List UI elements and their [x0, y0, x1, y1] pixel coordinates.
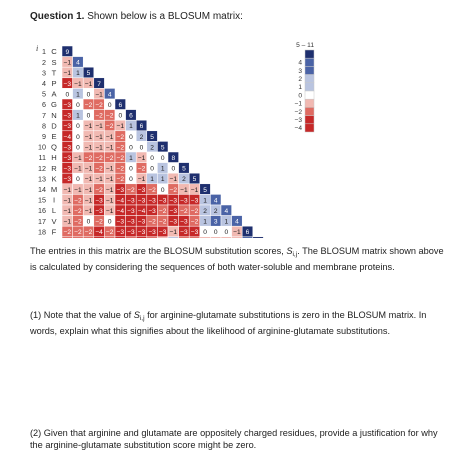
- cell-score-label: −1: [63, 208, 72, 215]
- cell-score-label: −1: [84, 165, 93, 173]
- score-symbol: S: [133, 310, 140, 320]
- cell-score-label: −3: [95, 208, 103, 215]
- cell-score-label: −1: [180, 186, 188, 194]
- legend-level-label: 2: [298, 76, 302, 83]
- cell-score-label: −2: [74, 197, 82, 205]
- legend-swatch: [305, 83, 314, 91]
- row-index-label: 2: [42, 57, 46, 67]
- cell-score-label: −1: [137, 176, 146, 184]
- cell-score-label: −3: [63, 165, 72, 173]
- cell-score-label: −1: [95, 133, 103, 141]
- matrix-cell: [168, 237, 179, 238]
- matrix-cell: [242, 237, 253, 238]
- blosum-matrix: [32, 38, 332, 238]
- row-residue-label: M: [50, 185, 58, 194]
- cell-score-label: −2: [127, 186, 135, 194]
- cell-score-label: 0: [107, 102, 112, 109]
- intro-text-after: . The BLOSUM matrix shown above is calculated by considering the sequences of both water-soluble and membrane proteins.: [30, 246, 444, 272]
- cell-score-label: −2: [95, 102, 103, 109]
- cell-score-label: −1: [137, 155, 146, 162]
- score-subscript: i,j: [292, 251, 298, 258]
- part2-text: (2) Given that arginine and glutamate are oppositely charged residues, provide a justification for why the arginine-glutamate substitution score might be zero.: [30, 428, 438, 450]
- cell-score-label: −1: [84, 144, 93, 152]
- cell-score-label: −1: [84, 208, 93, 215]
- matrix-cell: [200, 237, 211, 238]
- cell-score-label: 0: [118, 112, 123, 120]
- cell-score-label: 2: [139, 133, 144, 141]
- cell-score-label: −3: [127, 197, 135, 205]
- score-symbol: S: [286, 246, 293, 256]
- row-index-label: 18: [38, 227, 46, 237]
- row-index-label: 6: [42, 100, 46, 110]
- cell-score-label: −1: [84, 176, 93, 184]
- cell-score-label: 0: [129, 133, 133, 141]
- cell-score-label: −3: [137, 218, 146, 226]
- score-subscript: i,j: [139, 315, 145, 322]
- row-residue-label: R: [51, 163, 57, 173]
- cell-score-label: −4: [63, 133, 72, 141]
- cell-score-label: 5: [160, 144, 165, 152]
- cell-score-label: −3: [137, 197, 146, 205]
- question-prompt: Shown below is a BLOSUM matrix:: [87, 11, 243, 22]
- cell-score-label: −1: [105, 197, 114, 205]
- cell-score-label: −1: [169, 176, 178, 184]
- cell-score-label: −2: [84, 229, 93, 237]
- cell-score-label: −3: [148, 208, 156, 215]
- row-residue-label: L: [51, 206, 57, 216]
- cell-score-label: −2: [63, 229, 72, 237]
- cell-score-label: −4: [137, 208, 146, 215]
- legend-level-label: 1: [298, 84, 302, 92]
- row-index-label: 16: [38, 206, 46, 216]
- legend-swatch: [305, 116, 314, 124]
- cell-score-label: 6: [129, 112, 133, 120]
- legend-top-label: 5 – 11: [296, 42, 314, 49]
- cell-score-label: −1: [84, 123, 93, 131]
- cell-score-label: −1: [95, 123, 103, 131]
- cell-score-label: −2: [105, 123, 114, 131]
- cell-score-label: −3: [63, 112, 72, 120]
- row-residue-label: E: [51, 132, 57, 141]
- cell-score-label: 0: [171, 165, 176, 173]
- cell-score-label: −3: [116, 229, 125, 237]
- cell-score-label: −2: [74, 208, 82, 215]
- matrix-cell: [210, 237, 221, 238]
- legend-swatch: [305, 107, 314, 115]
- question-part-2: [30, 427, 445, 451]
- matrix-cell: [189, 237, 200, 238]
- cell-score-label: −1: [74, 155, 82, 162]
- cell-score-label: 0: [86, 91, 91, 99]
- legend-swatch: [305, 91, 314, 99]
- cell-score-label: −1: [116, 123, 125, 131]
- cell-score-label: −1: [74, 165, 82, 173]
- cell-score-label: −2: [180, 208, 188, 215]
- cell-score-label: −1: [63, 70, 72, 78]
- row-index-label: 15: [38, 195, 46, 205]
- legend-level-label: 0: [298, 92, 302, 100]
- cell-score-label: −4: [116, 197, 125, 205]
- cell-score-label: −2: [95, 155, 103, 162]
- cell-score-label: −2: [148, 218, 156, 226]
- row-residue-label: N: [51, 110, 57, 120]
- part1-text-after: for arginine-glutamate substitutions is zero in the BLOSUM matrix. In words, explain what this signifies about the likelihood of arginine-glutamate substitutions.: [30, 310, 427, 336]
- cell-score-label: −1: [233, 229, 241, 237]
- cell-score-label: −1: [63, 218, 72, 226]
- cell-score-label: −1: [105, 186, 114, 194]
- cell-score-label: 4: [213, 197, 218, 205]
- row-index-label: 11: [38, 153, 46, 163]
- part1-text-before: (1) Note that the value of: [30, 310, 134, 320]
- cell-score-label: −3: [63, 123, 72, 131]
- cell-score-label: 0: [129, 165, 133, 173]
- cell-score-label: 2: [150, 144, 154, 152]
- row-residue-label: S: [51, 57, 57, 67]
- row-residue-label: K: [51, 174, 57, 184]
- cell-score-label: −3: [180, 197, 188, 205]
- matrix-cell: [104, 237, 115, 238]
- row-residue-label: V: [51, 216, 57, 226]
- cell-score-label: −2: [95, 186, 103, 194]
- cell-score-label: −2: [84, 102, 93, 109]
- cell-score-label: 5: [182, 165, 186, 173]
- cell-score-label: −2: [116, 133, 125, 141]
- cell-score-label: 1: [150, 176, 154, 184]
- cell-score-label: 1: [224, 218, 229, 226]
- cell-score-label: −2: [158, 208, 167, 215]
- row-index-label: 12: [38, 163, 46, 173]
- cell-score-label: −2: [74, 218, 82, 226]
- row-index-label: 10: [38, 142, 46, 152]
- cell-score-label: −3: [63, 176, 72, 184]
- row-residue-label: F: [51, 227, 57, 237]
- cell-score-label: 0: [107, 218, 112, 226]
- cell-score-label: 0: [203, 229, 207, 237]
- row-axis-symbol: i: [36, 44, 39, 53]
- cell-score-label: −1: [63, 197, 72, 205]
- cell-score-label: −3: [127, 208, 135, 215]
- row-residue-label: A: [51, 89, 57, 99]
- cell-score-label: 3: [213, 218, 218, 226]
- cell-score-label: −2: [95, 218, 103, 226]
- cell-score-label: −1: [74, 186, 82, 194]
- cell-score-label: 1: [129, 123, 133, 131]
- cell-score-label: −3: [169, 218, 178, 226]
- cell-score-label: 0: [65, 91, 70, 99]
- cell-score-label: −2: [74, 229, 82, 237]
- cell-score-label: 1: [160, 165, 165, 173]
- matrix-cell: [232, 237, 243, 238]
- matrix-cell: [179, 237, 190, 238]
- cell-score-label: −2: [169, 186, 178, 194]
- cell-score-label: 1: [203, 218, 207, 226]
- question-part-1: [30, 309, 445, 337]
- cell-score-label: −3: [63, 144, 72, 152]
- row-index-label: 14: [38, 185, 46, 194]
- cell-score-label: 4: [224, 208, 229, 215]
- legend-swatch: [305, 66, 314, 74]
- cell-score-label: 0: [76, 123, 80, 131]
- question-heading: [30, 11, 243, 22]
- cell-score-label: −2: [116, 144, 125, 152]
- cell-score-label: −2: [116, 176, 125, 184]
- cell-score-label: −1: [105, 144, 114, 152]
- row-residue-label: H: [51, 153, 57, 163]
- cell-score-label: −3: [148, 229, 156, 237]
- legend-level-label: −2: [294, 108, 302, 116]
- cell-score-label: 9: [65, 49, 70, 56]
- cell-score-label: −2: [190, 218, 199, 226]
- cell-score-label: 2: [213, 208, 218, 215]
- row-index-label: 1: [42, 47, 46, 57]
- cell-score-label: −3: [158, 197, 167, 205]
- row-index-label: 13: [38, 174, 46, 184]
- cell-score-label: −3: [63, 80, 72, 88]
- cell-score-label: 1: [76, 91, 80, 99]
- cell-score-label: −3: [180, 229, 188, 237]
- row-residue-label: Q: [51, 142, 57, 152]
- cell-score-label: 4: [107, 91, 112, 99]
- row-index-label: 7: [42, 110, 46, 120]
- row-index-label: 17: [38, 216, 46, 226]
- row-index-label: 5: [42, 89, 46, 99]
- cell-score-label: −3: [137, 229, 146, 237]
- row-residue-label: D: [51, 121, 57, 131]
- cell-score-label: 1: [160, 176, 165, 184]
- cell-score-label: −3: [116, 218, 125, 226]
- cell-score-label: −2: [190, 208, 199, 215]
- cell-score-label: −1: [105, 165, 114, 173]
- cell-score-label: −2: [105, 112, 114, 120]
- legend-swatch: [305, 50, 314, 58]
- cell-score-label: 0: [76, 176, 80, 184]
- matrix-cell: [253, 237, 264, 238]
- legend-level-label: 3: [298, 67, 302, 75]
- legend-level-label: 4: [298, 59, 302, 67]
- cell-score-label: 0: [86, 112, 91, 120]
- cell-score-label: 2: [203, 208, 207, 215]
- legend-swatch: [305, 124, 314, 132]
- cell-score-label: 0: [76, 144, 80, 152]
- cell-score-label: −3: [158, 229, 167, 237]
- cell-score-label: 0: [160, 155, 165, 162]
- cell-score-label: −1: [74, 80, 82, 88]
- cell-score-label: −1: [63, 59, 72, 67]
- cell-score-label: 6: [139, 123, 144, 131]
- row-residue-label: P: [51, 79, 57, 88]
- cell-score-label: 5: [192, 176, 197, 184]
- cell-score-label: −3: [148, 197, 156, 205]
- cell-score-label: −1: [95, 144, 103, 152]
- cell-score-label: −1: [95, 176, 103, 184]
- cell-score-label: 5: [86, 70, 91, 78]
- cell-score-label: 0: [129, 176, 133, 184]
- cell-score-label: −3: [169, 197, 178, 205]
- cell-score-label: −3: [63, 102, 72, 109]
- cell-score-label: 1: [76, 70, 80, 78]
- cell-score-label: −2: [95, 112, 103, 120]
- cell-score-label: 0: [76, 102, 80, 109]
- cell-score-label: −1: [84, 186, 93, 194]
- cell-score-label: −1: [105, 208, 114, 215]
- cell-score-label: 1: [203, 197, 207, 205]
- cell-score-label: 6: [118, 102, 123, 109]
- cell-score-label: −4: [95, 229, 103, 237]
- cell-score-label: −3: [116, 186, 125, 194]
- cell-score-label: −1: [105, 176, 114, 184]
- blosum-matrix-figure: [32, 38, 332, 238]
- cell-score-label: −2: [137, 165, 146, 173]
- row-index-label: 3: [42, 68, 46, 78]
- cell-score-label: −1: [105, 133, 114, 141]
- cell-score-label: 4: [76, 59, 80, 67]
- cell-score-label: −4: [116, 208, 125, 215]
- question-label: Question 1.: [30, 11, 85, 22]
- cell-score-label: −1: [169, 229, 178, 237]
- cell-score-label: −1: [95, 91, 103, 99]
- cell-score-label: −2: [116, 165, 125, 173]
- row-residue-label: G: [51, 100, 57, 110]
- matrix-cell: [83, 237, 94, 238]
- cell-score-label: 0: [129, 144, 133, 152]
- legend-level-label: −4: [294, 125, 302, 133]
- cell-score-label: −2: [116, 155, 125, 162]
- row-residue-label: T: [51, 68, 57, 78]
- cell-score-label: −3: [190, 197, 199, 205]
- row-index-label: 9: [42, 132, 46, 141]
- matrix-cell: [136, 237, 147, 238]
- row-residue-label: C: [51, 47, 57, 57]
- matrix-cell: [94, 237, 105, 238]
- cell-score-label: −2: [148, 186, 156, 194]
- cell-score-label: 1: [76, 112, 80, 120]
- cell-score-label: −3: [95, 197, 103, 205]
- cell-score-label: −2: [95, 165, 103, 173]
- cell-score-label: −3: [63, 155, 72, 162]
- cell-score-label: −1: [84, 133, 93, 141]
- cell-score-label: 0: [150, 155, 154, 162]
- cell-score-label: 0: [76, 133, 80, 141]
- row-index-label: 4: [42, 79, 46, 88]
- cell-score-label: 0: [86, 218, 91, 226]
- legend-swatch: [305, 99, 314, 107]
- cell-score-label: −2: [105, 229, 114, 237]
- cell-score-label: 5: [150, 133, 154, 141]
- matrix-cell: [147, 237, 158, 238]
- cell-score-label: 4: [235, 218, 239, 226]
- cell-score-label: −3: [180, 218, 188, 226]
- intro-text-before: The entries in this matrix are the BLOSUM substitution scores,: [30, 246, 287, 256]
- cell-score-label: 0: [160, 186, 165, 194]
- cell-score-label: 5: [203, 186, 207, 194]
- cell-score-label: −2: [84, 155, 93, 162]
- matrix-cell: [62, 237, 73, 238]
- cell-score-label: −1: [84, 197, 93, 205]
- cell-score-label: 0: [139, 144, 144, 152]
- matrix-cell: [126, 237, 137, 238]
- cell-score-label: 0: [224, 229, 229, 237]
- legend-swatch: [305, 75, 314, 83]
- matrix-cell: [73, 237, 84, 238]
- matrix-cell: [115, 237, 126, 238]
- cell-score-label: −3: [127, 229, 135, 237]
- paragraph-intro: [30, 245, 445, 273]
- legend-level-label: −3: [294, 117, 302, 124]
- cell-score-label: −3: [169, 208, 178, 215]
- row-residue-label: I: [52, 195, 56, 205]
- cell-score-label: 7: [97, 80, 101, 88]
- cell-score-label: −2: [158, 218, 167, 226]
- cell-score-label: −3: [137, 186, 146, 194]
- cell-score-label: 0: [150, 165, 154, 173]
- cell-score-label: −3: [127, 218, 135, 226]
- matrix-cell: [157, 237, 168, 238]
- cell-score-label: 6: [245, 229, 250, 237]
- cell-score-label: −3: [190, 229, 199, 237]
- row-index-label: 8: [42, 121, 46, 131]
- matrix-cell: [221, 237, 232, 238]
- cell-score-label: 2: [182, 176, 186, 184]
- cell-score-label: −1: [190, 186, 199, 194]
- legend-level-label: −1: [294, 100, 302, 108]
- cell-score-label: −1: [84, 80, 93, 88]
- cell-score-label: −1: [63, 186, 72, 194]
- cell-score-label: 1: [129, 155, 133, 162]
- cell-score-label: −2: [105, 155, 114, 162]
- legend-swatch: [305, 58, 314, 66]
- cell-score-label: 8: [171, 155, 176, 162]
- cell-score-label: 0: [213, 229, 218, 237]
